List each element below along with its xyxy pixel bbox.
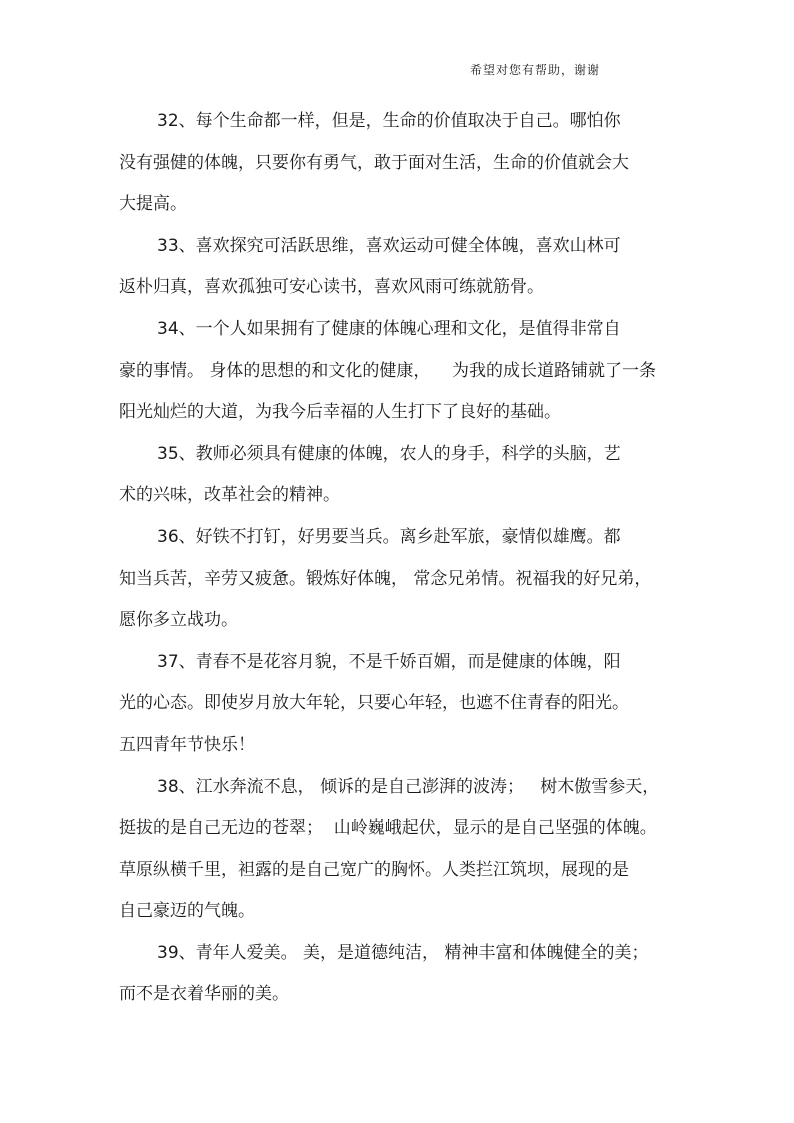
paragraph-line: 草原纵横千里，袒露的是自己宽广的胸怀。人类拦江筑坝，展现的是 xyxy=(119,859,629,880)
paragraph-38 xyxy=(119,773,679,939)
paragraph-line: 知当兵苦，辛劳又疲惫。锻炼好体魄， 常念兄弟情。祝福我的好兄弟， xyxy=(119,568,652,589)
paragraph-number: 37 xyxy=(157,651,179,672)
paragraph-line: 术的兴味，改革社会的精神。 xyxy=(119,485,340,506)
paragraph-line: 五四青年节快乐！ xyxy=(119,734,255,755)
paragraph-line xyxy=(119,773,679,815)
paragraph-line: 自己豪迈的气魄。 xyxy=(119,901,255,922)
paragraph-number: 34 xyxy=(157,318,179,339)
paragraph-37 xyxy=(119,648,679,773)
paragraph-line: 返朴归真，喜欢孤独可安心读书，喜欢风雨可练就筋骨。 xyxy=(119,277,544,298)
line-text: 、教师必须具有健康的体魄，农人的身手，科学的头脑，艺 xyxy=(178,443,621,464)
paragraph-35 xyxy=(119,440,679,523)
paragraph-33 xyxy=(119,232,679,315)
line-text: 、一个人如果拥有了健康的体魄心理和文化，是值得非常自 xyxy=(178,318,621,339)
paragraph-number: 33 xyxy=(157,235,179,256)
paragraph-line xyxy=(119,648,679,690)
paragraph-number: 36 xyxy=(157,526,179,547)
paragraph-39 xyxy=(119,939,679,1022)
paragraph-number: 38 xyxy=(157,776,179,797)
paragraph-line: 大提高。 xyxy=(119,194,187,215)
paragraph-line xyxy=(119,440,679,482)
paragraph-line: 光的心态。即使岁月放大年轮，只要心年轻，也遮不住青春的阳光。 xyxy=(119,693,629,714)
paragraph-line: 愿你多立战功。 xyxy=(119,610,238,631)
paragraph-line: 阳光灿烂的大道，为我今后幸福的人生打下了良好的基础。 xyxy=(119,402,561,423)
document-body xyxy=(119,107,679,1022)
paragraph-number: 39 xyxy=(157,942,179,963)
paragraph-line xyxy=(119,315,679,357)
paragraph-line: 挺拔的是自己无边的苍翠； 山岭巍峨起伏，显示的是自己坚强的体魄。 xyxy=(119,818,657,839)
paragraph-number: 35 xyxy=(157,443,179,464)
paragraph-line: 而不是衣着华丽的美。 xyxy=(119,984,289,1005)
page-header-note: 希望对您有帮助，谢谢 xyxy=(470,63,601,77)
paragraph-34 xyxy=(119,315,679,440)
line-text: 、青年人爱美。 美，是道德纯洁， 精神丰富和体魄健全的美； xyxy=(178,942,649,963)
line-text: 、好铁不打钉，好男要当兵。离乡赴军旅，豪情似雄鹰。都 xyxy=(178,526,621,547)
paragraph-line: 没有强健的体魄，只要你有勇气，敢于面对生活，生命的价值就会大 xyxy=(119,152,629,173)
line-text: 、每个生命都一样，但是，生命的价值取决于自己。哪怕你 xyxy=(178,111,621,131)
paragraph-36 xyxy=(119,523,679,648)
paragraph-line xyxy=(119,939,679,981)
line-text: 、喜欢探究可活跃思维，喜欢运动可健全体魄，喜欢山林可 xyxy=(178,235,621,256)
paragraph-line xyxy=(119,232,679,274)
paragraph-32 xyxy=(119,107,679,232)
paragraph-number: 32 xyxy=(157,111,179,131)
paragraph-line xyxy=(119,523,679,565)
paragraph-line xyxy=(119,107,679,149)
line-text: 、青春不是花容月貌，不是千娇百媚，而是健康的体魄，阳 xyxy=(178,651,621,672)
paragraph-line: 豪的事情。 身体的思想的和文化的健康， 为我的成长道路铺就了一条 xyxy=(119,360,657,381)
line-text: 、江水奔流不息， 倾诉的是自己澎湃的波涛； 树木傲雪参天， xyxy=(178,776,660,797)
